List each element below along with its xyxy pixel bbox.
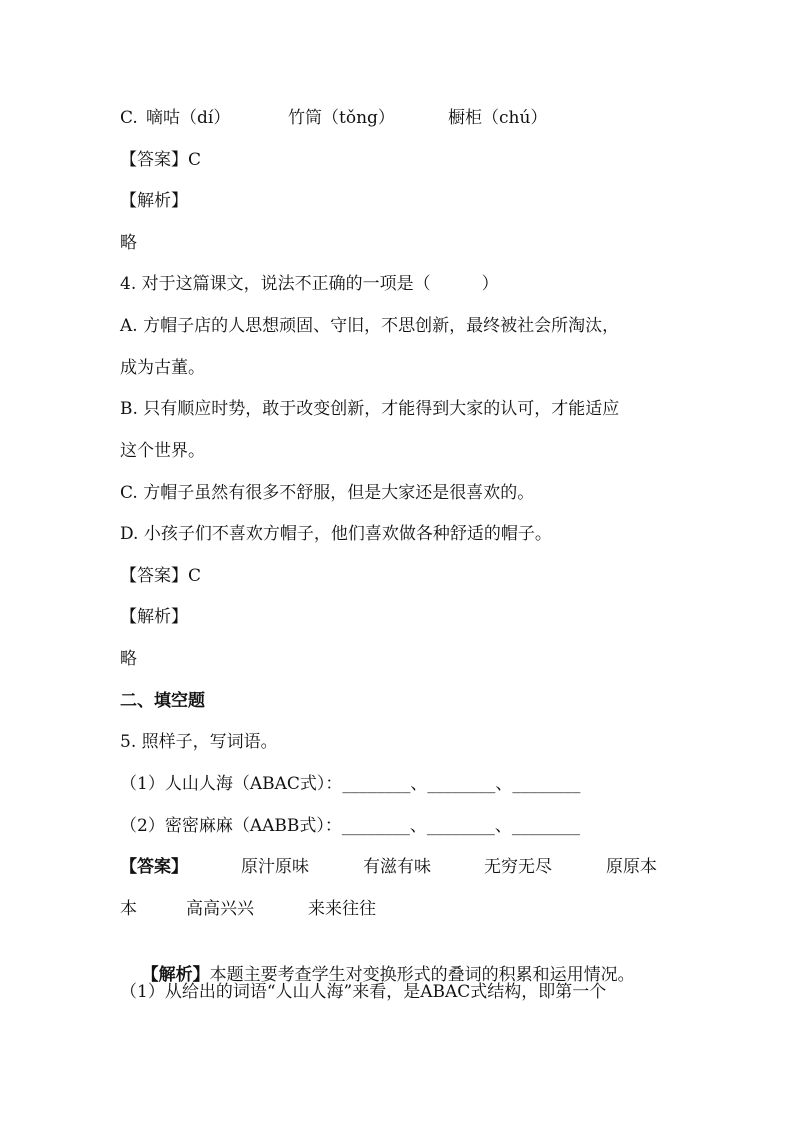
q5-answer-word-5: 本 <box>120 899 137 919</box>
q5-answer-word-4: 原原本 <box>606 857 657 877</box>
q3-option-c-word-1: 嘀咕（dí） <box>146 108 231 128</box>
q4-option-b-line-1: B. 只有顺应时势，敢于改变创新，才能得到大家的认可，才能适应 <box>120 399 620 419</box>
q5-answer-line-2 <box>120 897 520 921</box>
q3-option-c <box>120 106 680 130</box>
q5-analysis-line-2: （1）从给出的词语“人山人海”来看，是ABAC式结构，即第一个 <box>120 982 607 1002</box>
q5-analysis-label: 【解析】 <box>141 965 210 985</box>
q5-answer-word-2: 有滋有味 <box>363 857 431 877</box>
q3-answer: 【答案】C <box>120 150 202 170</box>
q4-analysis-text: 略 <box>120 649 137 669</box>
section-title: 二、填空题 <box>120 691 205 711</box>
q5-sub-1: （1）人山人海（ABAC式）：________、________、________ <box>120 774 581 794</box>
q4-option-d: D. 小孩子们不喜欢方帽子，他们喜欢做各种舒适的帽子。 <box>120 524 552 544</box>
q5-answer-word-1: 原汁原味 <box>241 857 309 877</box>
q5-answer-word-7: 来来往往 <box>308 899 376 919</box>
q5-answer-label: 【答案】 <box>120 857 188 877</box>
q3-analysis-text: 略 <box>120 233 137 253</box>
q5-answer-word-6: 高高兴兴 <box>186 899 254 919</box>
q3-option-c-word-2: 竹筒（tǒng） <box>288 108 395 128</box>
q4-option-a-line-2: 成为古董。 <box>120 358 205 378</box>
q5-answer <box>120 855 680 879</box>
q4-analysis-label: 【解析】 <box>120 607 188 627</box>
q4-option-b-line-2: 这个世界。 <box>120 441 205 461</box>
q5-answer-word-3: 无穷无尽 <box>484 857 552 877</box>
q5-sub-2: （2）密密麻麻（AABB式）：________、________、________ <box>120 816 580 836</box>
q3-option-c-word-3: 橱柜（chú） <box>448 108 548 128</box>
q4-answer: 【答案】C <box>120 566 202 586</box>
q5-analysis-text: 本题主要考查学生对变换形式的叠词的积累和运用情况。 <box>209 965 635 985</box>
q3-analysis-label: 【解析】 <box>120 191 188 211</box>
q4-option-c: C. 方帽子虽然有很多不舒服，但是大家还是很喜欢的。 <box>120 483 535 503</box>
q3-option-c-prefix: C. <box>120 108 138 128</box>
q4-option-a-line-1: A. 方帽子店的人思想顽固、守旧，不思创新，最终被社会所淘汰， <box>120 316 620 336</box>
q4-stem: 4. 对于这篇课文，说法不正确的一项是（ ） <box>120 274 499 294</box>
q5-stem: 5. 照样子，写词语。 <box>120 732 278 752</box>
